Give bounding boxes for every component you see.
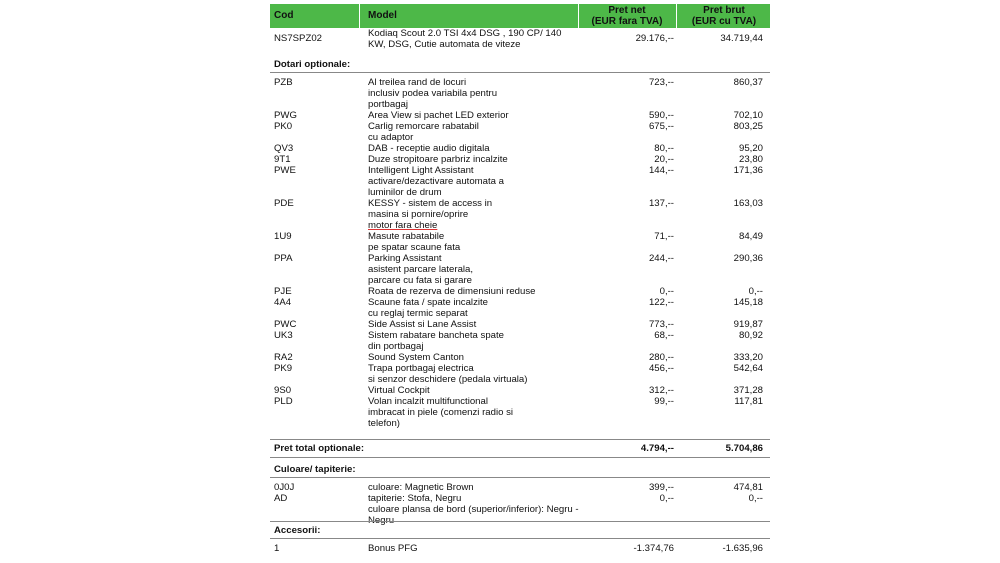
item-code: PWC [274,319,297,330]
item-description-line: parcare cu fata si garare [368,275,472,286]
item-code: PDE [274,198,294,209]
item-gross-price: 117,81 [734,396,763,407]
section-optionale: Dotari optionale: [274,59,351,70]
base-brut: 34.719,44 [720,33,763,44]
item-code: PZB [274,77,293,88]
item-code: 9T1 [274,154,291,165]
item-description-line: motor fara cheie [368,220,438,231]
item-code: PWG [274,110,297,121]
item-gross-price: -1.635,96 [722,543,763,554]
section-accesorii: Accesorii: [274,525,321,536]
item-description [368,286,583,297]
item-net-price: 20,-- [654,154,674,165]
item-description-line: Sistem rabatare bancheta spate [368,330,504,341]
item-gross-price: 333,20 [733,352,763,363]
item-code: 0J0J [274,482,295,493]
item-description [368,330,583,352]
item-description-line: Area View si pachet LED exterior [368,110,509,121]
item-code: RA2 [274,352,293,363]
item-gross-price: 290,36 [733,253,763,264]
item-code: 4A4 [274,297,292,308]
item-description-line: telefon) [368,418,400,429]
total-label: Pret total optionale: [274,443,365,454]
header-cod: Cod [274,10,294,21]
divider [270,72,770,73]
divider [270,477,770,478]
item-description-line: Duze stropitoare parbriz incalzite [368,154,508,165]
item-description-line: Parking Assistant [368,253,442,264]
item-net-price: 0,-- [659,493,674,504]
price-document [270,4,770,554]
item-description-line: Roata de rezerva de dimensiuni reduse [368,286,536,297]
item-description-line: cu reglaj termic separat [368,308,468,319]
item-description-line: portbagaj [368,99,409,110]
item-net-price: 590,-- [648,110,674,121]
total-net: 4.794,-- [640,443,674,454]
item-description [368,154,583,165]
table-header [270,4,770,28]
item-net-price: 456,-- [648,363,674,374]
item-description [368,363,583,385]
item-net-price: 71,-- [654,231,674,242]
item-description [368,231,583,253]
item-description [368,121,583,143]
item-code: 1U9 [274,231,292,242]
item-description-line: Carlig remorcare rabatabil [368,121,479,132]
item-net-price: 675,-- [648,121,674,132]
item-description [368,77,583,110]
divider [270,439,770,440]
item-description-line: Sound System Canton [368,352,464,363]
item-gross-price: 542,64 [733,363,763,374]
item-gross-price: 80,92 [738,330,763,341]
item-net-price: 723,-- [648,77,674,88]
item-code: 1 [274,543,280,554]
item-code: QV3 [274,143,294,154]
item-description-line: Volan incalzit multifunctional [368,396,488,407]
item-description [368,352,583,363]
item-description-line: Scaune fata / spate incalzite [368,297,488,308]
item-gross-price: 23,80 [738,154,763,165]
item-gross-price: 860,37 [733,77,763,88]
item-description-line: pe spatar scaune fata [368,242,461,253]
item-code: PPA [274,253,293,264]
item-description-line: Bonus PFG [368,543,418,554]
item-gross-price: 171,36 [733,165,763,176]
item-description-line: Masute rabatabile [368,231,445,242]
divider [270,521,770,522]
item-net-price: 0,-- [659,286,674,297]
item-description [368,543,583,554]
item-description-line: KESSY - sistem de access in [368,198,493,209]
item-gross-price: 371,28 [733,385,763,396]
item-gross-price: 0,-- [748,493,763,504]
item-code: PK9 [274,363,293,374]
item-description [368,165,583,198]
item-description-line: tapiterie: Stofa, Negru [368,493,462,504]
item-net-price: 144,-- [648,165,674,176]
item-code: PK0 [274,121,293,132]
item-code: PLD [274,396,293,407]
item-gross-price: 163,03 [733,198,763,209]
item-code: 9S0 [274,385,292,396]
item-description-line: si senzor deschidere (pedala virtuala) [368,374,528,385]
item-description-line: inclusiv podea variabila pentru [368,88,498,99]
item-description-line: Virtual Cockpit [368,385,430,396]
item-description [368,482,583,493]
item-description-line: Al treilea rand de locuri [368,77,467,88]
item-code: PWE [274,165,296,176]
item-net-price: 122,-- [648,297,674,308]
item-description-line: Side Assist si Lane Assist [368,319,477,330]
item-description-line: Intelligent Light Assistant [368,165,474,176]
item-description-line: culoare plansa de bord (superior/inferior): Negru - [368,504,579,515]
item-code: AD [274,493,288,504]
item-description [368,385,583,396]
item-description-line: Trapa portbagaj electrica [368,363,474,374]
item-gross-price: 0,-- [748,286,763,297]
base-net: 29.176,-- [635,33,674,44]
item-code: UK3 [274,330,293,341]
item-gross-price: 474,81 [733,482,763,493]
item-description [368,198,583,231]
item-net-price: -1.374,76 [633,543,674,554]
item-net-price: 244,-- [648,253,674,264]
item-description [368,319,583,330]
item-description-line: activare/dezactivare automata a [368,176,504,187]
item-gross-price: 95,20 [738,143,763,154]
item-description-line: imbracat in piele (comenzi radio si [368,407,514,418]
section-culoare: Culoare/ tapiterie: [274,464,356,475]
divider [270,457,770,458]
divider [270,538,770,539]
item-net-price: 399,-- [648,482,674,493]
item-description [368,396,583,429]
item-net-price: 80,-- [654,143,674,154]
item-description-line: cu adaptor [368,132,414,143]
item-gross-price: 145,18 [733,297,763,308]
item-description-line: din portbagaj [368,341,424,352]
item-description [368,110,583,121]
item-gross-price: 84,49 [738,231,763,242]
item-net-price: 68,-- [654,330,674,341]
item-gross-price: 919,87 [733,319,763,330]
item-net-price: 99,-- [654,396,674,407]
header-net: Pret net (EUR fara TVA) [591,5,663,27]
item-net-price: 137,-- [648,198,674,209]
item-net-price: 280,-- [648,352,674,363]
base-code: NS7SPZ02 [274,33,322,44]
item-description-line: asistent parcare laterala, [368,264,474,275]
item-gross-price: 702,10 [733,110,763,121]
item-description-line: masina si pornire/oprire [368,209,469,220]
item-description [368,253,583,286]
header-brut: Pret brut (EUR cu TVA) [691,5,757,27]
item-gross-price: 803,25 [733,121,763,132]
item-description-line: culoare: Magnetic Brown [368,482,474,493]
base-model: Kodiaq Scout 2.0 TSI 4x4 DSG , 190 CP/ 140 KW, DSG, Cutie automata de viteze [368,28,562,50]
total-brut: 5.704,86 [725,443,763,454]
item-net-price: 773,-- [648,319,674,330]
item-description-line: DAB - receptie audio digitala [368,143,490,154]
item-code: PJE [274,286,292,297]
item-description-line: luminilor de drum [368,187,442,198]
item-description [368,143,583,154]
item-description [368,297,583,319]
item-net-price: 312,-- [648,385,674,396]
header-model: Model [368,10,397,21]
